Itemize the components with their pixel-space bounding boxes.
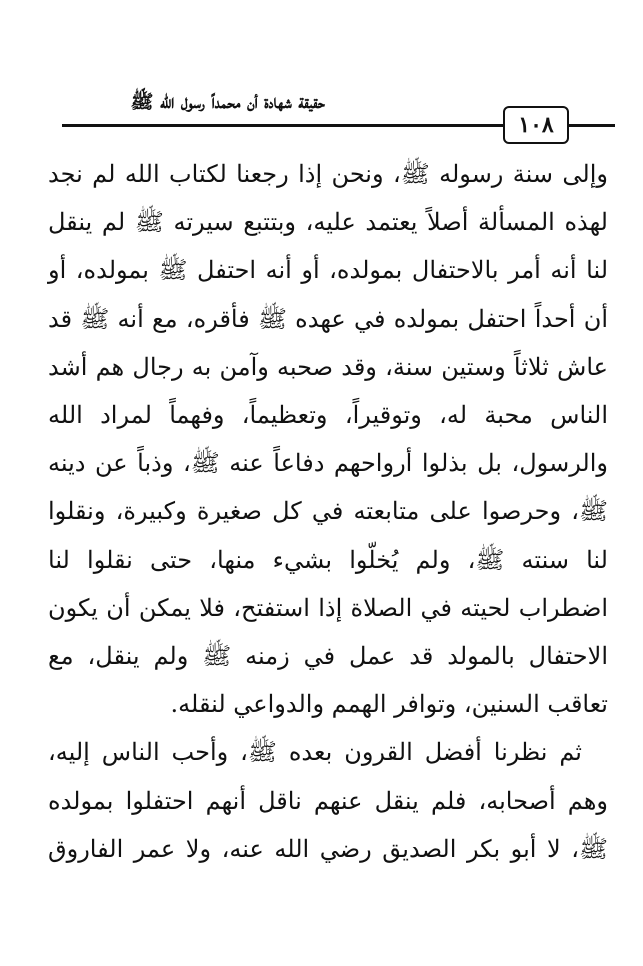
text-line: وهم أصحابه، فلم ينقل عنهم ناقل أنهم احتفلوا بمولده — [48, 786, 608, 815]
text-line: لنا سنته ﷺ، ولم يُخلّوا بشيء منها، حتى نقلوا لنا — [48, 545, 608, 574]
header-rule — [62, 124, 555, 127]
text-line: وإلى سنة رسوله ﷺ، ونحن إذا رجعنا لكتاب الله لم نجد — [48, 160, 608, 188]
text-line: الناس محبة له، وتوقيراً، وتعظيماً، وفهماً لمراد الله — [48, 401, 608, 430]
text-line: تعاقب السنين، وتوافر الهمم والدواعي لنقله. — [170, 690, 608, 719]
running-title: حقيقة شهادة أن محمداً رسول الله ﷺ — [130, 91, 325, 113]
running-header — [0, 84, 643, 136]
text-line: الاحتفال بالمولد قد عمل في زمنه ﷺ ولم ينقل، مع — [48, 642, 608, 671]
text-line: ﷺ، وحرصوا على متابعته في كل صغيرة وكبيرة، ونقلوا — [48, 497, 608, 526]
text-line: عاش ثلاثاً وستين سنة، وقد صحبه وآمن به رجال هم أشد — [48, 352, 608, 381]
text-line: اضطراب لحيته في الصلاة إذا استفتح، فلا يمكن أن يكون — [48, 593, 608, 622]
text-line: لنا أنه أمر بالاحتفال بمولده، أو أنه احتفل ﷺ بمولده، أو — [48, 256, 608, 285]
text-line: ﷺ، لا أبو بكر الصديق رضي الله عنه، ولا عمر الفاروق — [48, 834, 608, 863]
paragraph-2 — [48, 728, 608, 873]
text-line: والرسول، بل بذلوا أرواحهم دفاعاً عنه ﷺ، وذباً عن دينه — [48, 449, 609, 478]
paragraph-1 — [48, 150, 608, 728]
text-line: أن أحداً احتفل بمولده في عهده ﷺ فأقره، مع أنه ﷺ قد — [48, 304, 608, 333]
text-line: لهذه المسألة أصلاً يعتمد عليه، وبتتبع سيرته ﷺ لم ينقل — [48, 208, 608, 237]
page-number: ١٠٨ — [503, 106, 569, 144]
body-text — [48, 150, 608, 873]
text-line: ثم نظرنا أفضل القرون بعده ﷺ، وأحب الناس إليه، — [48, 738, 582, 767]
